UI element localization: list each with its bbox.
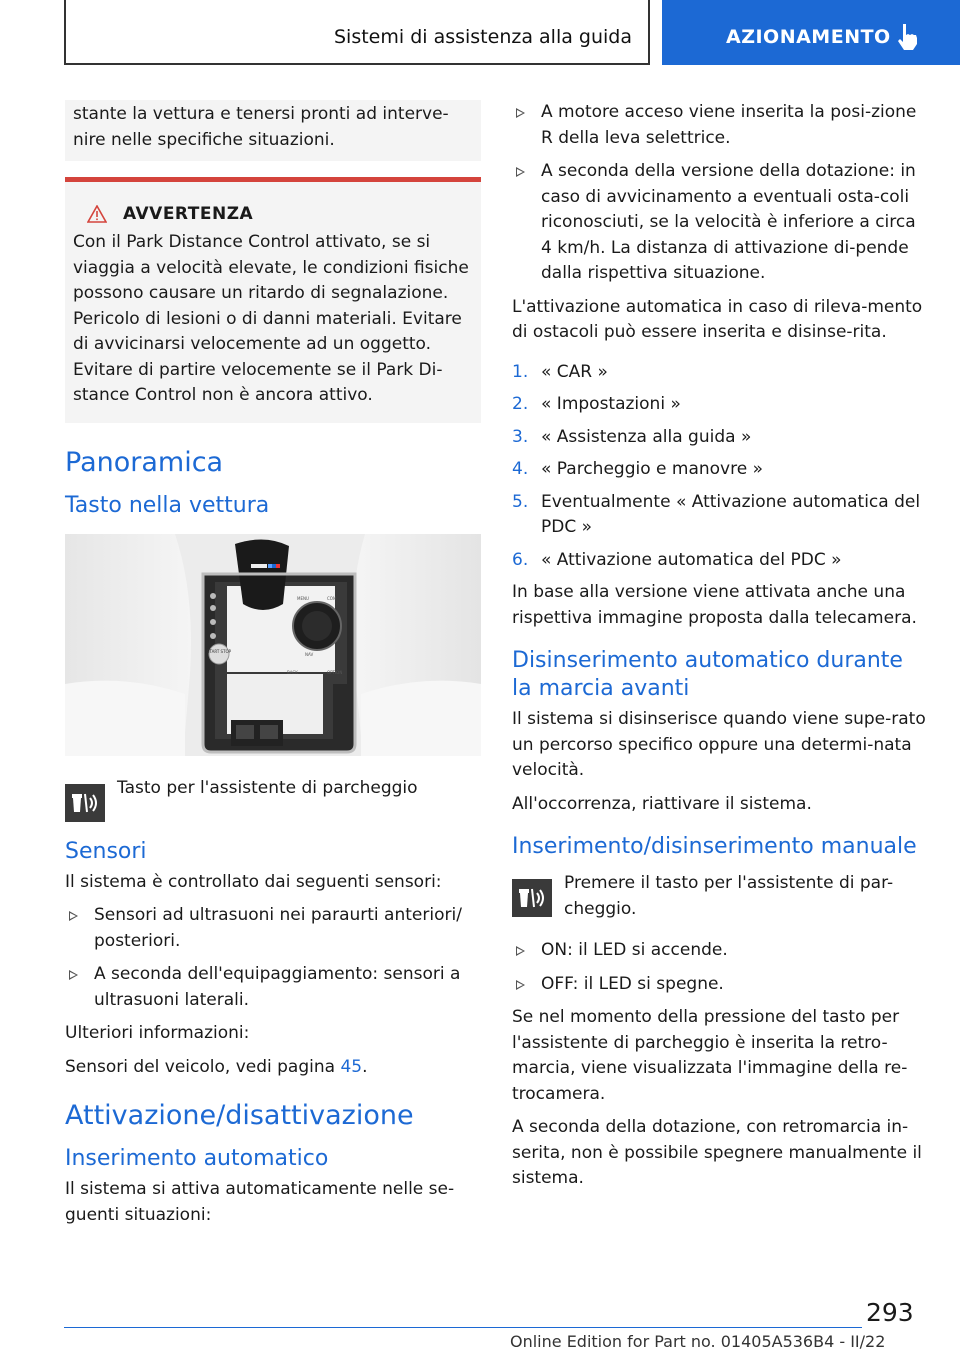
auto-activation-text: L'attivazione automatica in caso di rileva-mento di ostacoli può essere inserita e disinse-rita.	[512, 296, 923, 342]
header-tab-label: AZIONAMENTO	[726, 26, 891, 48]
heading-sensori: Sensori	[65, 838, 147, 864]
manuale-text: Se nel momento della pressione del tasto per l'assistente di parcheggio è inserita la retro-marcia, viene visualizzata l'immagine della re-trocamera.	[512, 1007, 908, 1104]
warning-header	[87, 204, 473, 224]
page-45-link[interactable]: 45	[340, 1056, 363, 1077]
step-item: 4. « Parcheggio e manovre »	[512, 459, 763, 479]
heading-tasto-vettura: Tasto nella vettura	[65, 492, 270, 518]
sensori-reference: Sensori del veicolo, vedi pagina 45.	[65, 1056, 368, 1077]
list-item: OFF: il LED si spegne.	[512, 972, 928, 998]
disinserimento-text: Il sistema si disinserisce quando viene supe-rato un percorso specifico oppure una determi-nata velocità.	[512, 709, 926, 780]
sensori-list	[65, 903, 481, 1013]
list-item: A seconda dell'equipaggiamento: sensori a ultrasuoni laterali.	[65, 962, 481, 1013]
manuale-caption-row	[512, 871, 928, 922]
option-label: OPTION	[327, 669, 343, 675]
manuale-caption: Premere il tasto per l'assistente di par-cheggio.	[564, 873, 894, 919]
right-column	[512, 100, 928, 1200]
heading-panoramica: Panoramica	[65, 446, 224, 478]
button-caption: Tasto per l'assistente di parcheggio	[117, 777, 418, 798]
back-label: BACK	[287, 669, 298, 675]
list-item: A seconda della versione della dotazione: in caso di avvicinamento a eventuali osta-coli riconosciuti, se la velocità è inferiore a circa 4 km/h. La distanza di attivazione di-pende dalla rispettiva situazione.	[512, 159, 928, 287]
footer-edition: Online Edition for Part no. 01405A536B4 - II/22	[510, 1332, 886, 1351]
list-item: ON: il LED si accende.	[512, 938, 928, 964]
warning-text: Con il Park Distance Control attivato, se si viaggia a velocità elevate, le condizioni fisiche possono causare un ritardo di segnalazione. Pericolo di lesioni o di danni materiali. Evitare di avvicinarsi velocemente ad un oggetto. Evitare di partire velocemente se il Park Di-stance Control non è ancora attivo.	[73, 232, 469, 405]
header-section-title: Sistemi di assistenza alla guida	[333, 26, 632, 48]
heading-inserimento-automatico: Inserimento automatico	[65, 1146, 329, 1171]
warning-box	[65, 177, 481, 423]
step-item: 1. « CAR »	[512, 361, 608, 382]
manuale-text-2: A seconda della dotazione, con retromarcia in-serita, non è possibile spegnere manualmente il sistema.	[512, 1117, 922, 1188]
center-console-photo	[65, 534, 481, 756]
step-item: 5. Eventualmente « Attivazione automatica del PDC »	[512, 491, 921, 537]
step-item: 2. « Impostazioni »	[512, 394, 681, 414]
warning-triangle-icon	[87, 205, 107, 223]
intro-text: stante la vettura e tenersi pronti ad interve-nire nelle specifiche situazioni.	[73, 104, 449, 150]
step-item: 3. « Assistenza alla guida »	[512, 426, 752, 447]
pointing-hand-icon	[894, 22, 920, 52]
settings-steps	[512, 360, 928, 574]
intro-box	[65, 100, 481, 161]
header-tab	[662, 0, 960, 65]
page-number: 293	[866, 1298, 914, 1327]
center-console-illustration	[65, 534, 481, 756]
disinserimento-text-2: All'occorrenza, riattivare il sistema.	[512, 793, 812, 814]
inserimento-text: Il sistema si attiva automaticamente nelle se-guenti situazioni:	[65, 1179, 455, 1225]
step-item: 6. « Attivazione automatica del PDC »	[512, 549, 842, 570]
steps-after-text: In base alla versione viene attivata anche una rispettiva immagine proposta dalla telecamera.	[512, 582, 917, 628]
heading-manuale: Inserimento/disinserimento manuale	[512, 834, 917, 859]
auto-activation-list	[512, 100, 928, 287]
list-item: Sensori ad ultrasuoni nei paraurti anteriori/ posteriori.	[65, 903, 481, 954]
heading-disinserimento-automatico: Disinserimento automatico durante la marcia avanti	[512, 648, 903, 701]
ulteriori-info: Ulteriori informazioni:	[65, 1023, 250, 1043]
park-assist-icon	[65, 784, 105, 822]
footer-divider	[64, 1327, 862, 1328]
manuale-list	[512, 938, 928, 997]
park-assist-icon	[512, 879, 552, 917]
list-item: A motore acceso viene inserita la posi-zione R della leva selettrice.	[512, 100, 928, 151]
header-section-box	[64, 0, 650, 65]
nav-label: NAV	[305, 651, 314, 657]
heading-attivazione: Attivazione/disattivazione	[65, 1100, 414, 1131]
com-label: COM	[327, 595, 337, 601]
left-column	[65, 100, 481, 1236]
start-stop-label: START STOP	[206, 648, 232, 654]
warning-title: AVVERTENZA	[123, 204, 254, 224]
button-caption-row	[65, 776, 481, 822]
sensori-intro: Il sistema è controllato dai seguenti sensori:	[65, 871, 442, 892]
menu-label: MENU	[297, 595, 309, 601]
